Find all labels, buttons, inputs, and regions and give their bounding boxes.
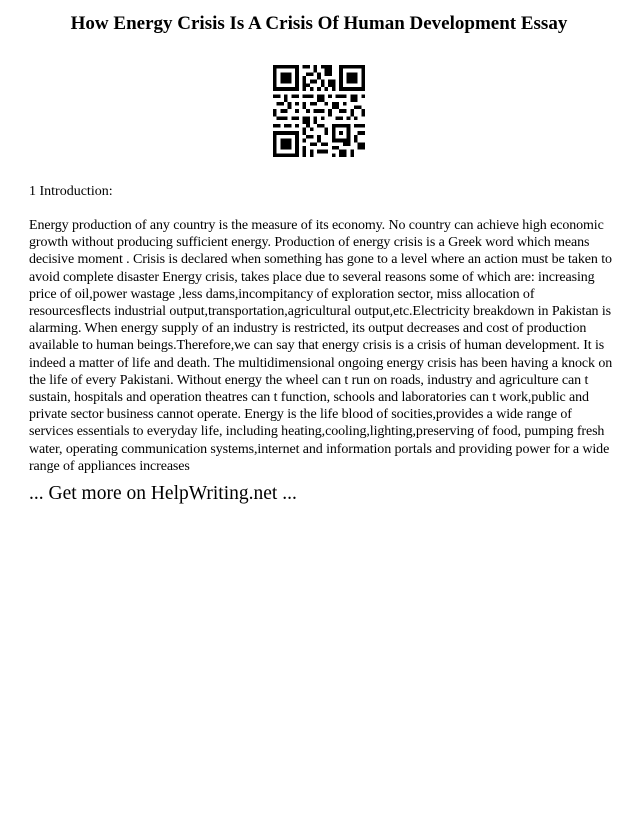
get-more-link[interactable]: ... Get more on HelpWriting.net ... bbox=[29, 483, 297, 504]
document-title: How Energy Crisis Is A Crisis Of Human Development Essay bbox=[70, 13, 568, 34]
section-heading: 1 Introduction: bbox=[29, 184, 113, 199]
body-paragraph: Energy production of any country is the measure of its economy. No country can achieve high economic growth without producing sufficient energy. Production of energy crisis is a Greek word which means decisive moment . Crisis is declared when something has gone to a level where an action must be taken to avoid complete disaster Energy crisis, takes place due to several reasons some of which are: increasing price of oil,power wastage ,less dams,incompitancy of exploration sector, miss allocation of resourcesflects industrial output,transportation,agricultural output,etc.Electricity breakdown in Pakistan is alarming. When energy supply of an industry is restricted, its output decreases and cost of production available to human beings.Therefore,we can say that energy crisis is a crisis of human development. It is indeed a matter of life and death. The multidimensional ongoing energy crisis has been having a knock on the life of every Pakistani. Without energy the wheel can t run on roads, industry and agriculture can t sustain, hospitals and operation theatres can t function, schools and laboratories can t work,public and private sector business cannot operate. Energy is the life blood of socities,provides a wide range of services essentials to everyday life, including heating,cooling,lighting,preserving of food, pumping fresh water, operating communication systems,internet and information portals and providing power for a wide range of appliances increases bbox=[29, 218, 613, 474]
qr-code-graphic bbox=[273, 65, 365, 157]
qr-code-icon bbox=[273, 65, 365, 157]
